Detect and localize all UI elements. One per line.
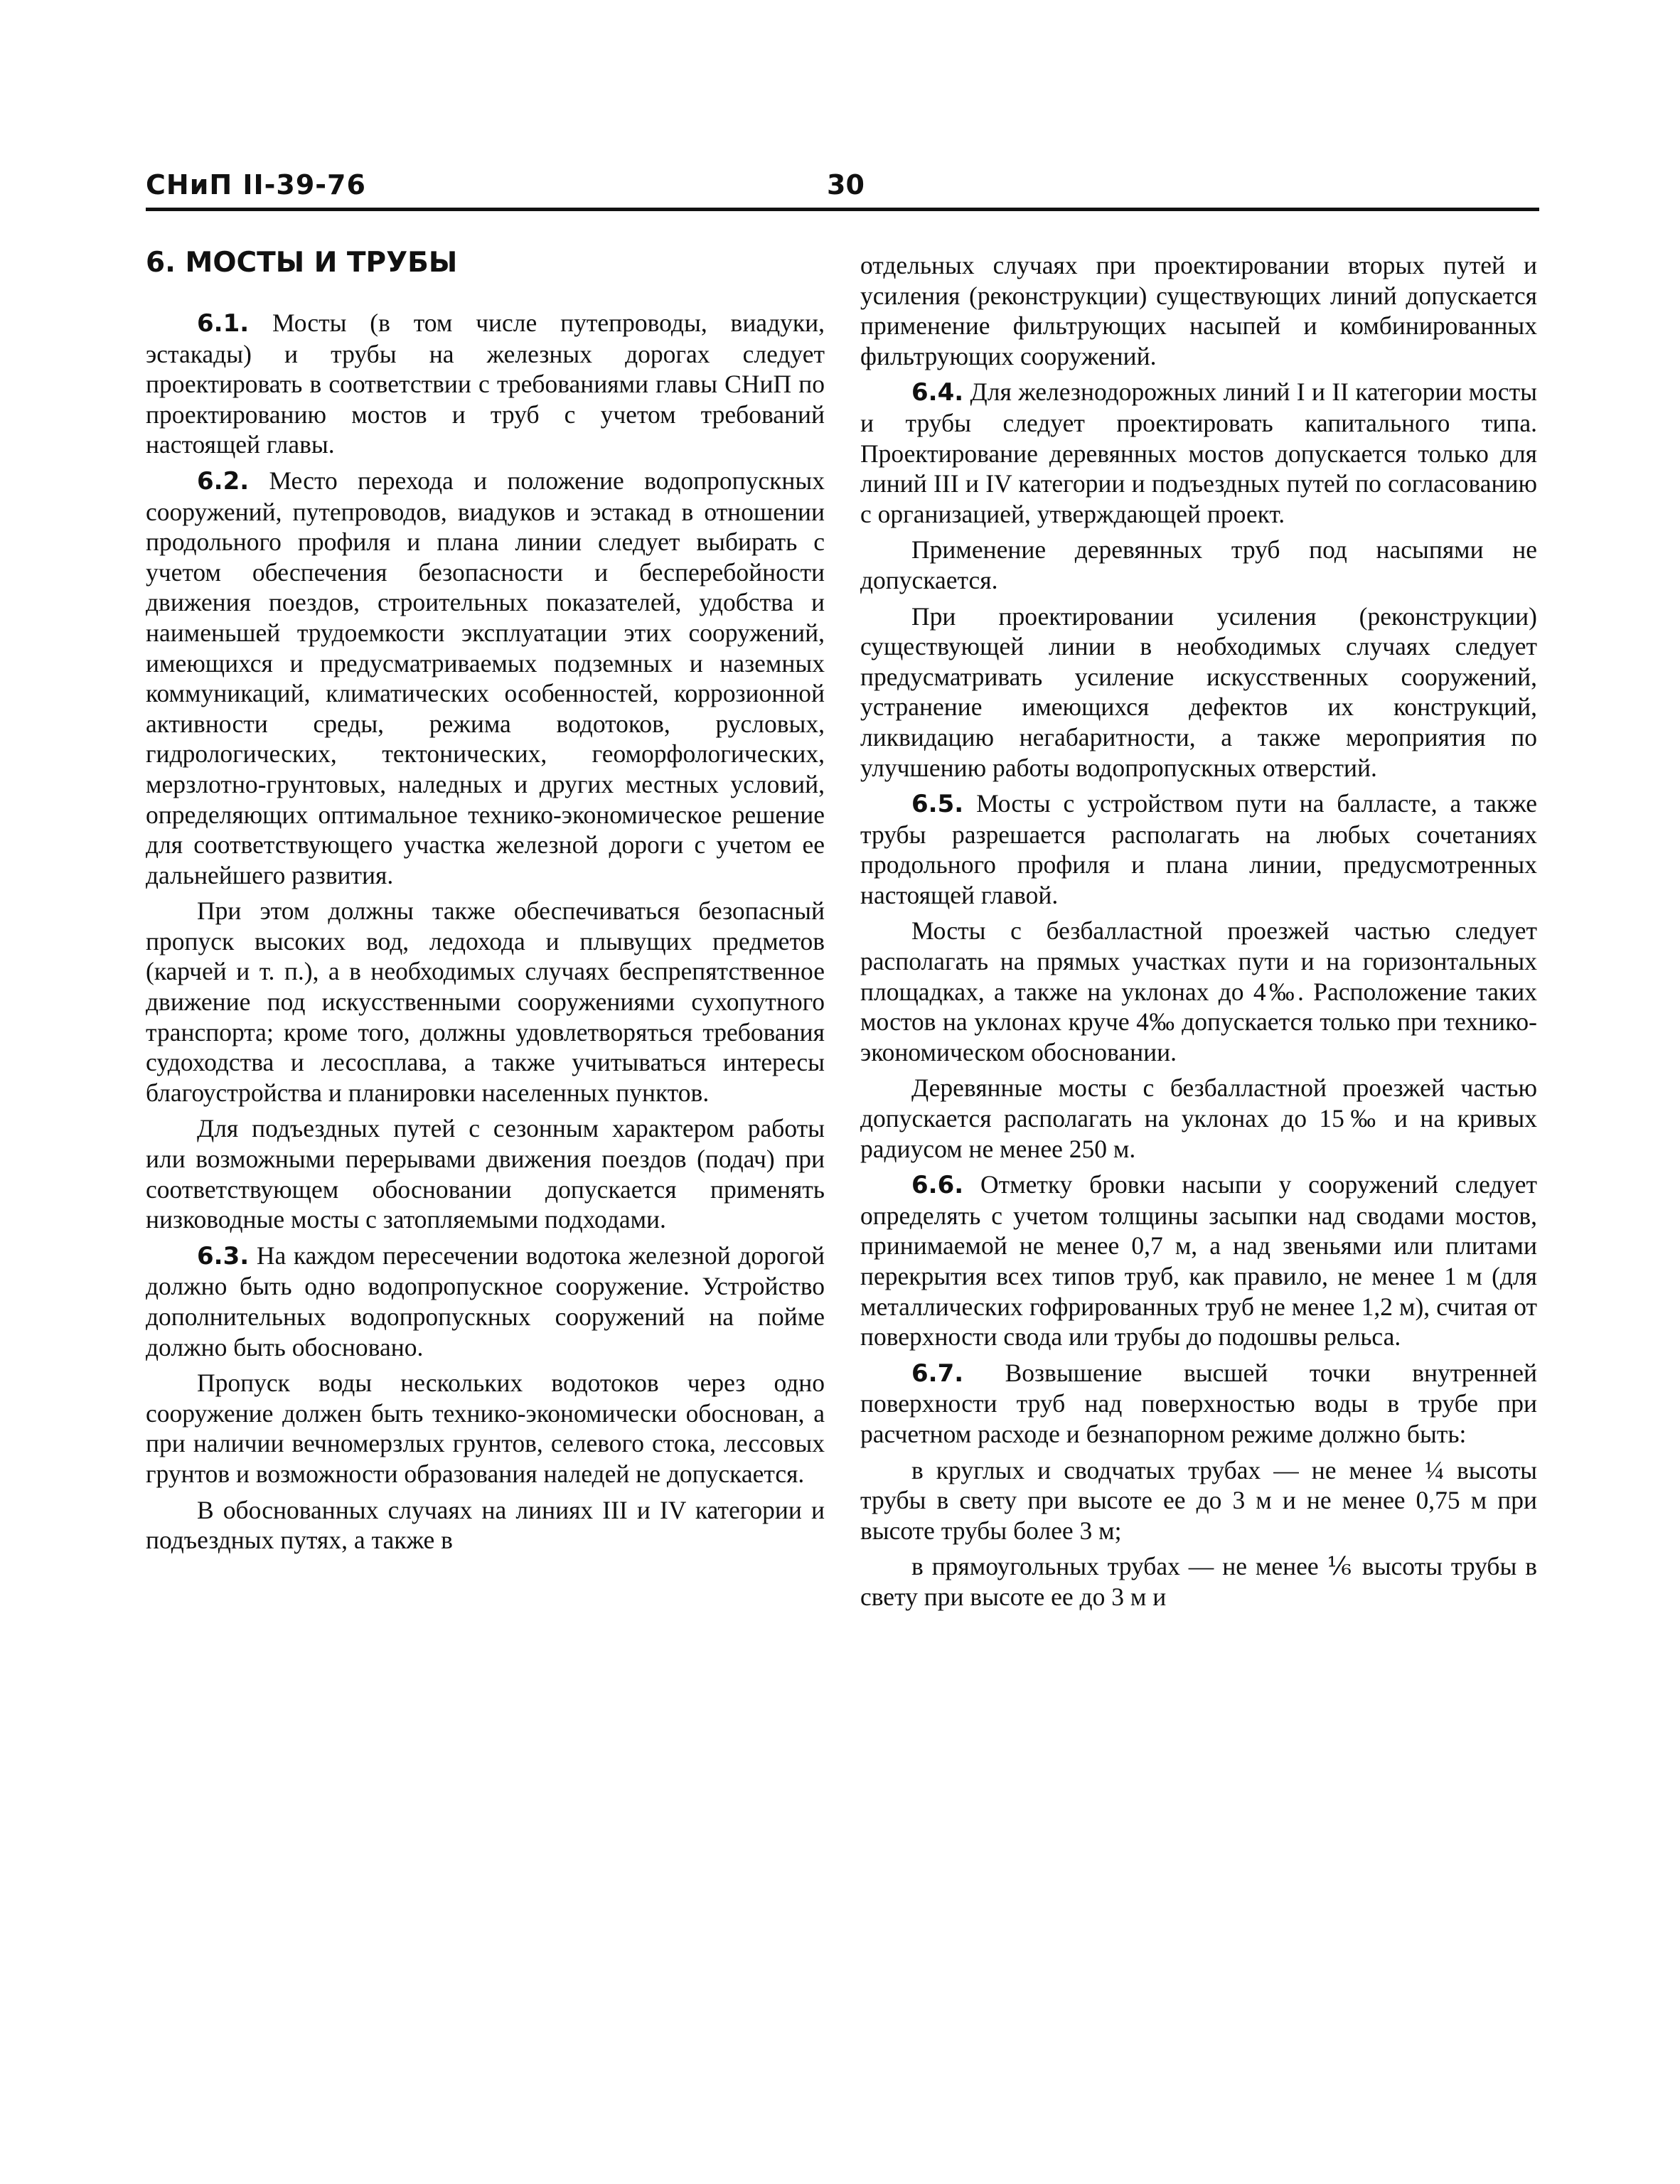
paragraph [146,1113,825,1234]
section-title: 6. МОСТЫ И ТРУБЫ [146,247,458,279]
page-header [146,169,1539,212]
clause-number: 6.5. [911,790,964,819]
paragraph [146,1368,825,1489]
paragraph-text: Для железнодорожных линий I и II категории мосты и трубы следует проектировать капитального типа. Проектирование деревянных мостов допускается только для линий III и IV категории и подъездных путей по согласованию с организацией, утверждающей проект. [860,378,1537,528]
clause-number: 6.3. [197,1241,250,1270]
page-number: 30 [827,169,865,200]
paragraph-text: Для подъездных путей с сезонным характером работы или возможными перерывами движения поездов (подач) при соответствующем обосновании допускается применять низководные мосты с затопляемыми подходами. [146,1114,825,1234]
paragraph-text: При этом должны также обеспечиваться безопасный пропуск высоких вод, ледохода и плывущих предметов (карчей и т. п.), а в необходимых случаях беспрепятственное движение под искусственными сооружениями сухопутного транспорта; кроме того, должны удовлетворяться требования судоходства и лесосплава, а также учитываться интересы благоустройства и планировки населенных пунктов. [146,896,825,1107]
paragraph-text: Отметку бровки насыпи у сооружений следует определять с учетом толщины засыпки над сводами мостов, принимаемой не менее 0,7 м, а над звеньями или плитами перекрытия всех типов труб, как правило, не менее 1 м (для металлических гофрированных труб не менее 1,2 м), считая от поверхности свода или трубы до подошвы рельса. [860,1170,1537,1351]
paragraph-text: Возвышение высшей точки внутренней поверхности труб над поверхностью воды в трубе при расчетном расходе и безнапорном режиме должно быть: [860,1358,1537,1448]
paragraph [860,788,1537,910]
paragraph [860,250,1537,371]
paragraph-text: Применение деревянных труб под насыпями не допускается. [860,535,1537,594]
paragraph-text: Мосты с устройством пути на балласте, а также трубы разрешается располагать на любых сочетаниях продольного профиля и плана линии, предусмотренных настоящей главой. [860,789,1537,909]
document-code: СНиП II-39-76 [146,169,366,200]
paragraph-text: Мосты с безбалластной проезжей частью следует располагать на прямых участках пути и на горизонтальных площадках, а также на уклонах до 4‰. Расположение таких мостов на уклонах круче 4‰ допускается только при технико-экономическом обосновании. [860,916,1537,1066]
clause-number: 6.2. [197,466,250,496]
paragraph-text: В обоснованных случаях на линиях III и IV категории и подъездных путях, а также в [146,1495,825,1555]
clause-number: 6.7. [911,1359,964,1388]
paragraph [146,896,825,1108]
paragraph-text: отдельных случаях при проектировании вторых путей и усиления (реконструкции) существующих линий допускается применение фильтрующих насыпей и комбинированных фильтрующих сооружений. [860,251,1537,370]
left-column [146,245,825,1561]
paragraph [860,377,1537,529]
paragraph [860,601,1537,783]
paragraph [860,535,1537,595]
clause-number: 6.6. [911,1171,964,1200]
clause-number: 6.4. [911,378,964,407]
paragraph [146,466,825,890]
paragraph [860,1073,1537,1164]
right-column [860,250,1537,1618]
paragraph-text: Пропуск воды нескольких водотоков через одно сооружение должен быть технико-экономически обоснован, а при наличии вечномерзлых грунтов, селевого стока, лессовых грунтов и возможности образования наледей не допускается. [146,1369,825,1488]
paragraph-text: Деревянные мосты с безбалластной проезжей частью допускается располагать на уклонах до 15‰ и на кривых радиусом не менее 250 м. [860,1074,1537,1163]
paragraph [860,1455,1537,1546]
paragraph [860,1358,1537,1450]
paragraph-text: На каждом пересечении водотока железной дорогой должно быть одно водопропускное сооружение. Устройство дополнительных водопропускных сооружений на пойме должно быть обосновано. [146,1241,825,1361]
paragraph [146,308,825,460]
paragraph [860,1169,1537,1352]
paragraph [860,1551,1537,1612]
header-rule [146,208,1539,211]
paragraph [146,1495,825,1556]
paragraph [860,916,1537,1067]
paragraph-text: в прямоугольных трубах — не менее ⅙ высоты трубы в свету при высоте ее до 3 м и [860,1552,1537,1611]
paragraph-text: Место перехода и положение водопропускных сооружений, путепроводов, виадуков и эстакад в отношении продольного профиля и плана линии следует выбирать с учетом обеспечения безопасности и бесперебойности движения поездов, строительных показателей, удобства и наименьшей трудоемкости эксплуатации этих сооружений, имеющихся и предусматриваемых подземных и наземных коммуникаций, климатических особенностей, коррозионной активности среды, режима водотоков, русловых, гидрологических, тектонических, геоморфологических, мерзлотно-грунтовых, наледных и других местных условий, определяющих оптимальное технико-экономическое решение для соответствующего участка железной дороги с учетом ее дальнейшего развития. [146,466,825,889]
paragraph-text: Мосты (в том числе путепроводы, виадуки, эстакады) и трубы на железных дорогах следует проектировать в соответствии с требованиями главы СНиП по проектированию мостов и труб с учетом требований настоящей главы. [146,309,825,459]
clause-number: 6.1. [197,309,250,338]
paragraph [146,1241,825,1362]
paragraph-text: в круглых и сводчатых трубах — не менее ¼ высоты трубы в свету при высоте ее до 3 м и не менее 0,75 м при высоте трубы более 3 м; [860,1455,1537,1545]
paragraph-text: При проектировании усиления (реконструкции) существующей линии в необходимых случаях следует предусматривать усиление искусственных сооружений, устранение имеющихся дефектов их конструкций, ликвидацию негабаритности, а также мероприятия по улучшению работы водопропускных отверстий. [860,601,1537,782]
